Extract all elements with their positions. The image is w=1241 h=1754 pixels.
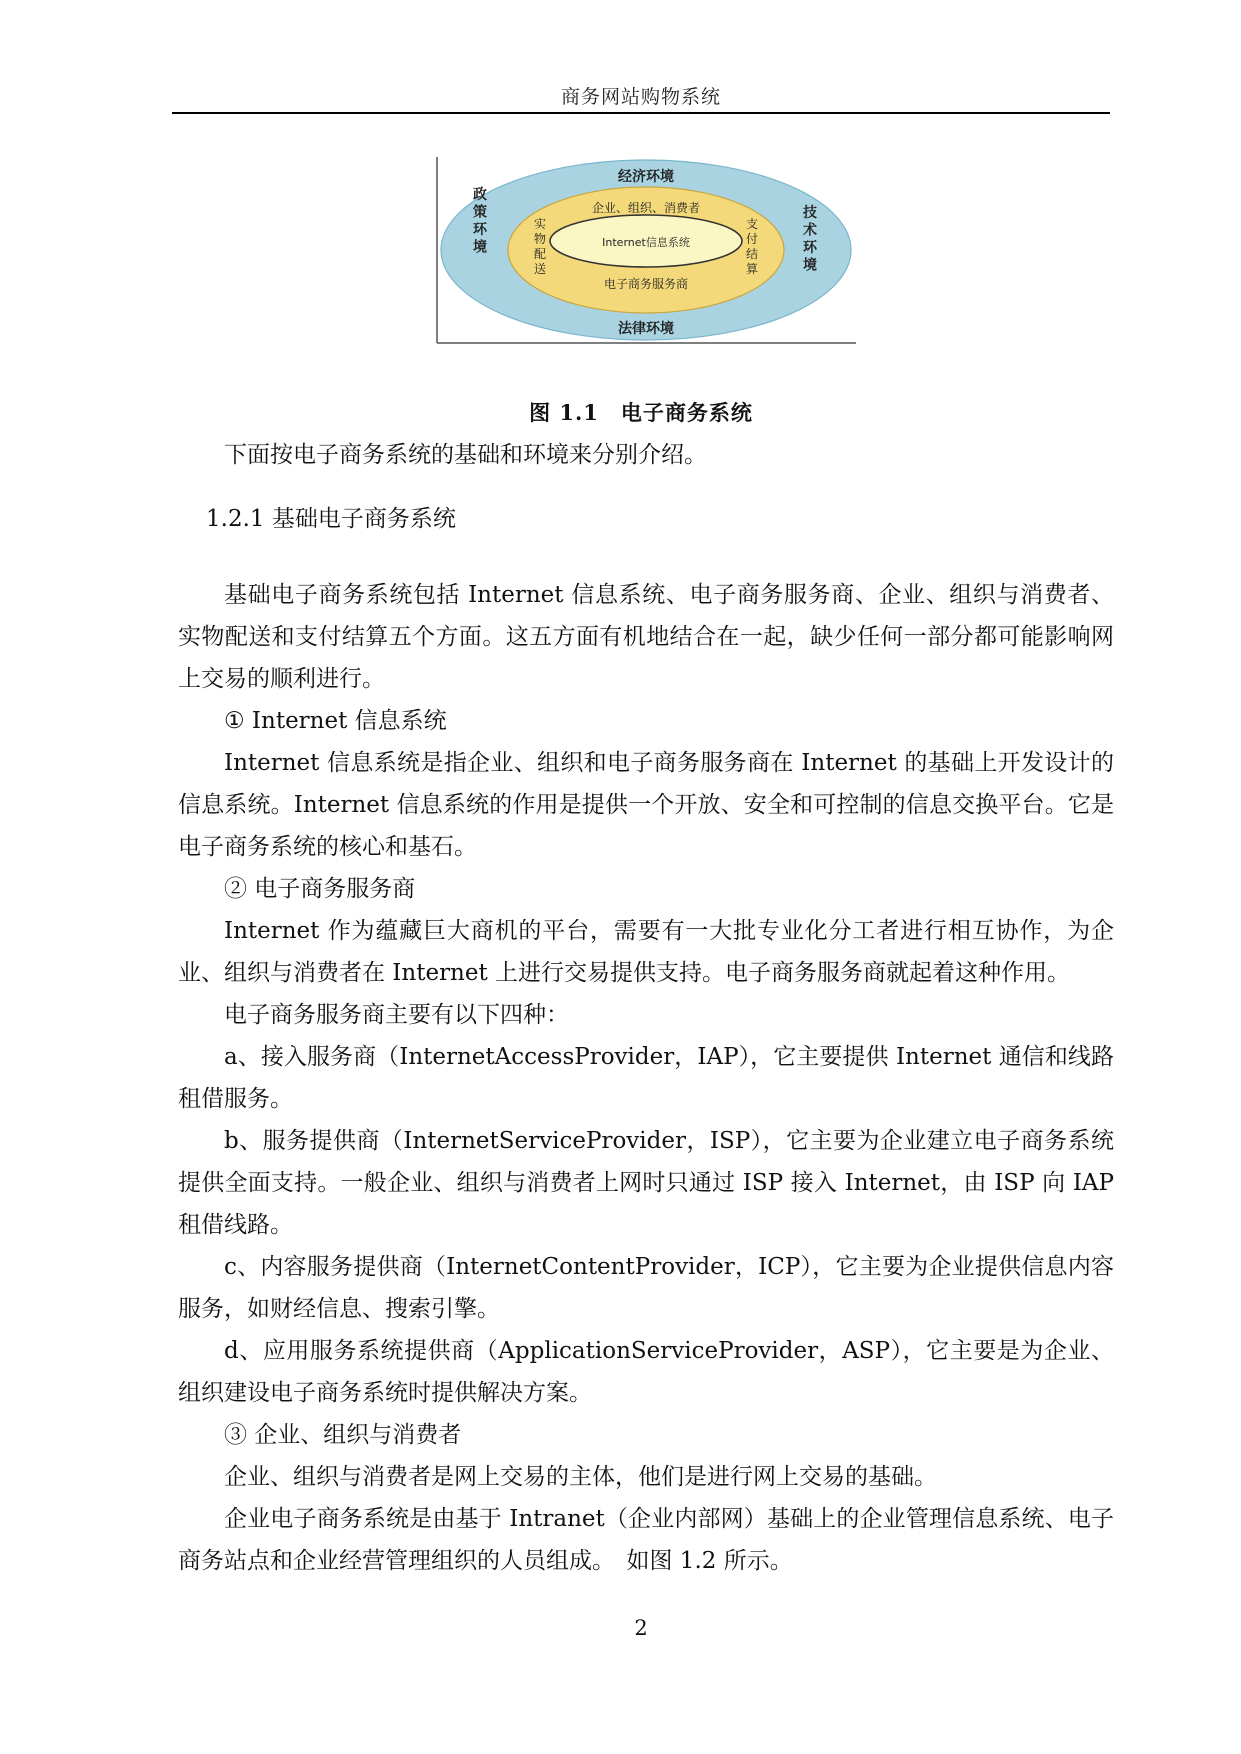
list-heading-service-provider: ② 电子商务服务商 [224, 876, 416, 902]
paragraph-enterprise: 企业、组织与消费者是网上交易的主体，他们是进行网上交易的基础。 [224, 1464, 937, 1490]
label-core: Internet信息系统 [602, 236, 690, 249]
header-rule [172, 112, 1110, 114]
paragraph-overview: 基础电子商务系统包括 Internet 信息系统、电子商务服务商、企业、组织与消费者、实物配送和支付结算五个方面。这五方面有机地结合在一起，缺少任何一部分都可能影响网上交易的顺利进行。 [178, 582, 1114, 692]
section-heading: 1.2.1 基础电子商务系统 [206, 506, 456, 532]
page-number: 2 [634, 1616, 648, 1640]
list-heading-internet: ① Internet 信息系统 [224, 708, 447, 734]
running-header: 商务网站购物系统 [560, 86, 721, 108]
paragraph-asp: d、应用服务系统提供商（ApplicationServiceProvider，ASP），它主要是为企业、组织建设电子商务系统时提供解决方案。 [178, 1338, 1114, 1406]
paragraph-enterprise-system: 企业电子商务系统是由基于 Intranet（企业内部网）基础上的企业管理信息系统、电子商务站点和企业经营管理组织的人员组成。 如图 1.2 所示。 [178, 1506, 1114, 1574]
label-delivery: 实物配送 [533, 217, 547, 276]
paragraph-icp: c、内容服务提供商（InternetContentProvider，ICP），它主要为企业提供信息内容服务，如财经信息、搜索引擎。 [178, 1254, 1114, 1322]
paragraph-iap: a、接入服务商（InternetAccessProvider，IAP），它主要提供 Internet 通信和线路租借服务。 [178, 1044, 1114, 1112]
paragraph-service-provider: Internet 作为蕴藏巨大商机的平台，需要有一大批专业化分工者进行相互协作，为企业、组织与消费者在 Internet 上进行交易提供支持。电子商务服务商就起着这种作用。 [178, 918, 1114, 986]
label-tech: 技术环境 [803, 205, 817, 274]
figure-caption: 图 1.1 电子商务系统 [529, 400, 753, 425]
ecommerce-system-diagram [436, 155, 856, 345]
label-payment: 支付结算 [745, 217, 759, 276]
paragraph-four-kinds: 电子商务服务商主要有以下四种： [224, 1002, 569, 1028]
paragraph-internet: Internet 信息系统是指企业、组织和电子商务服务商在 Internet 的基础上开发设计的信息系统。Internet 信息系统的作用是提供一个开放、安全和可控制的信息交换平台。它是电子商务系统的核心和基石。 [178, 750, 1114, 860]
list-heading-enterprise: ③ 企业、组织与消费者 [224, 1422, 462, 1448]
label-economy: 经济环境 [618, 169, 674, 185]
label-enterprise: 企业、组织、消费者 [591, 201, 701, 215]
label-policy: 政策环境 [473, 187, 487, 256]
body-content [178, 434, 1114, 1582]
label-service: 电子商务服务商 [603, 277, 689, 291]
intro-paragraph: 下面按电子商务系统的基础和环境来分别介绍。 [224, 442, 707, 468]
paragraph-isp: b、服务提供商（InternetServiceProvider，ISP），它主要为企业建立电子商务系统提供全面支持。一般企业、组织与消费者上网时只通过 ISP 接入 Internet，由 ISP 向 IAP 租借线路。 [178, 1128, 1114, 1238]
label-law: 法律环境 [618, 321, 674, 337]
